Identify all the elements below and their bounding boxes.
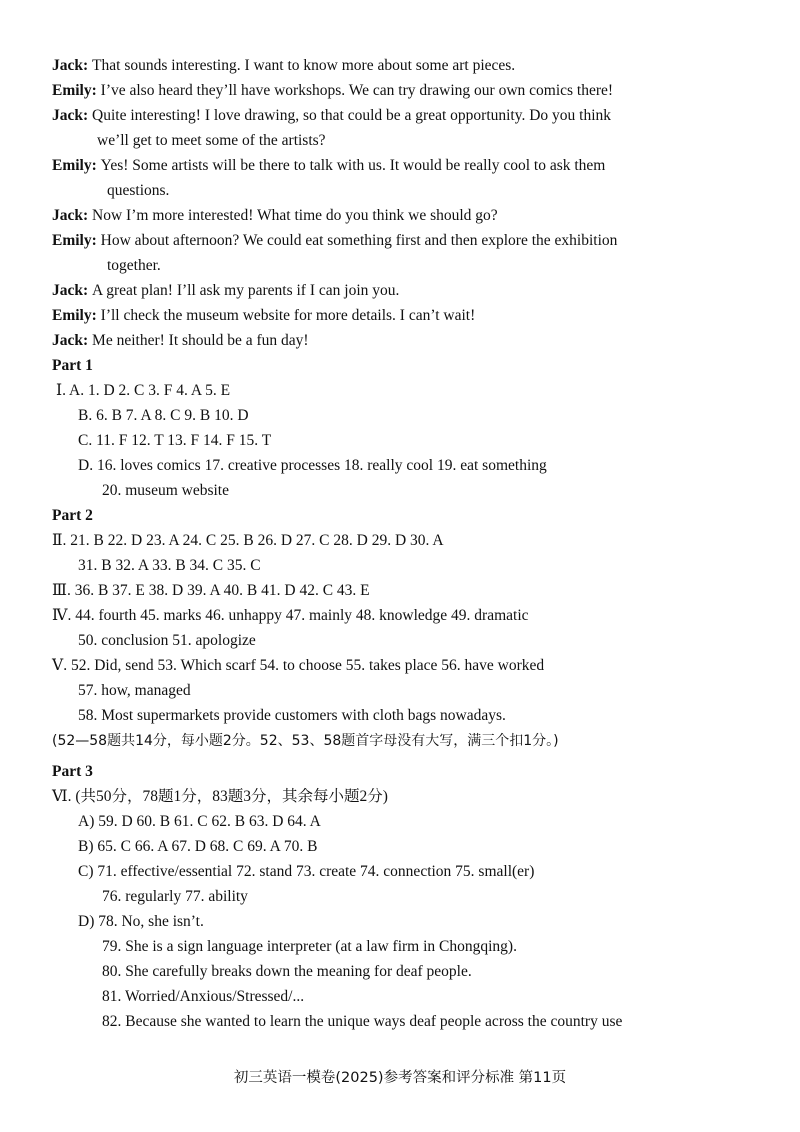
part1-answers-d-cont: 20. museum website	[102, 482, 229, 499]
part1-answers-a: Ⅰ. A. 1. D 2. C 3. F 4. A 5. E	[56, 382, 231, 399]
part2-section5: Ⅴ. 52. Did, send 53. Which scarf 54. to choose 55. takes place 56. have worked	[52, 657, 545, 674]
part3-section6-header: Ⅵ. (共50分，78题1分，83题3分，其余每小题2分)	[52, 788, 388, 805]
part2-section5-cont: 57. how, managed	[78, 682, 191, 699]
dialogue-line-4: Emily: Yes! Some artists will be there to talk with us. It would be really cool to ask them	[52, 157, 606, 174]
dialogue-line-8: Emily: I’ll check the museum website for more details. I can’t wait!	[52, 307, 476, 324]
dialogue-text: Quite interesting! I love drawing, so that could be a great opportunity. Do you think	[92, 107, 612, 124]
part3-answer-79: 79. She is a sign language interpreter (at a law firm in Chongqing).	[102, 938, 517, 955]
part3-answers-a: A) 59. D 60. B 61. C 62. B 63. D 64. A	[78, 813, 321, 830]
dialogue-line-5: Jack: Now I’m more interested! What time do you think we should go?	[52, 207, 498, 224]
dialogue-line-3-cont: we’ll get to meet some of the artists?	[97, 132, 326, 149]
dialogue-line-6: Emily: How about afternoon? We could eat something first and then explore the exhibition	[52, 232, 618, 249]
dialogue-line-7: Jack: A great plan! I’ll ask my parents if I can join you.	[52, 282, 400, 299]
part2-section4-cont: 50. conclusion 51. apologize	[78, 632, 256, 649]
dialogue-text: That sounds interesting. I want to know more about some art pieces.	[92, 57, 516, 74]
page-footer: 初三英语一模卷(2025)参考答案和评分标准 第11页	[233, 1070, 567, 1086]
speaker-name: Emily	[52, 232, 92, 249]
part1-heading: Part 1	[52, 357, 93, 374]
part2-section5-q58: 58. Most supermarkets provide customers with cloth bags nowadays.	[78, 707, 506, 724]
part1-answers-d: D. 16. loves comics 17. creative processes 18. really cool 19. eat something	[78, 457, 547, 474]
dialogue-text: Me neither! It should be a fun day!	[92, 332, 309, 349]
part3-answers-c: C) 71. effective/essential 72. stand 73. create 74. connection 75. small(er)	[78, 863, 535, 880]
speaker-name: Jack	[52, 282, 83, 299]
dialogue-text: How about afternoon? We could eat something first and then explore the exhibition	[100, 232, 618, 249]
dialogue-text: I’ve also heard they’ll have workshops. We can try drawing our own comics there!	[100, 82, 614, 99]
part2-section4: Ⅳ. 44. fourth 45. marks 46. unhappy 47. mainly 48. knowledge 49. dramatic	[52, 607, 529, 624]
speaker-name: Emily	[52, 157, 92, 174]
dialogue-line-6-cont: together.	[107, 257, 161, 274]
speaker-name: Emily	[52, 82, 92, 99]
dialogue-line-9: Jack: Me neither! It should be a fun day!	[52, 332, 309, 349]
dialogue-line-4-cont: questions.	[107, 182, 170, 199]
dialogue-text: I’ll check the museum website for more details. I can’t wait!	[100, 307, 476, 324]
speaker-name: Jack	[52, 332, 83, 349]
part2-section2-cont: 31. B 32. A 33. B 34. C 35. C	[78, 557, 261, 574]
dialogue-line-2: Emily: I’ve also heard they’ll have workshops. We can try drawing our own comics there!	[52, 82, 614, 99]
speaker-name: Emily	[52, 307, 92, 324]
part2-heading: Part 2	[52, 507, 93, 524]
part2-section3: Ⅲ. 36. B 37. E 38. D 39. A 40. B 41. D 42. C 43. E	[52, 582, 370, 599]
speaker-name: Jack	[52, 107, 83, 124]
part1-answers-c: C. 11. F 12. T 13. F 14. F 15. T	[78, 432, 272, 449]
part2-section2: Ⅱ. 21. B 22. D 23. A 24. C 25. B 26. D 27. C 28. D 29. D 30. A	[52, 532, 444, 549]
part1-answers-b: B. 6. B 7. A 8. C 9. B 10. D	[78, 407, 249, 424]
part3-answers-d: D) 78. No, she isn’t.	[78, 913, 204, 930]
dialogue-text: A great plan! I’ll ask my parents if I can join you.	[92, 282, 400, 299]
part3-answer-82: 82. Because she wanted to learn the unique ways deaf people across the country use	[102, 1013, 623, 1030]
part3-heading: Part 3	[52, 763, 93, 780]
speaker-name: Jack	[52, 207, 83, 224]
speaker-name: Jack	[52, 57, 83, 74]
part3-answer-81: 81. Worried/Anxious/Stressed/...	[102, 988, 305, 1005]
dialogue-line-3: Jack: Quite interesting! I love drawing, so that could be a great opportunity. Do you think	[52, 107, 612, 124]
part3-answers-b: B) 65. C 66. A 67. D 68. C 69. A 70. B	[78, 838, 318, 855]
dialogue-line-1: Jack: That sounds interesting. I want to know more about some art pieces.	[52, 57, 516, 74]
part2-scoring-note: (52—58题共14分，每小题2分。52、53、58题首字母没有大写，满三个扣1分。)	[52, 733, 559, 749]
dialogue-text: Now I’m more interested! What time do you think we should go?	[92, 207, 498, 224]
part3-answers-c-cont: 76. regularly 77. ability	[102, 888, 248, 905]
dialogue-text: Yes! Some artists will be there to talk with us. It would be really cool to ask them	[100, 157, 606, 174]
part3-answer-80: 80. She carefully breaks down the meaning for deaf people.	[102, 963, 472, 980]
